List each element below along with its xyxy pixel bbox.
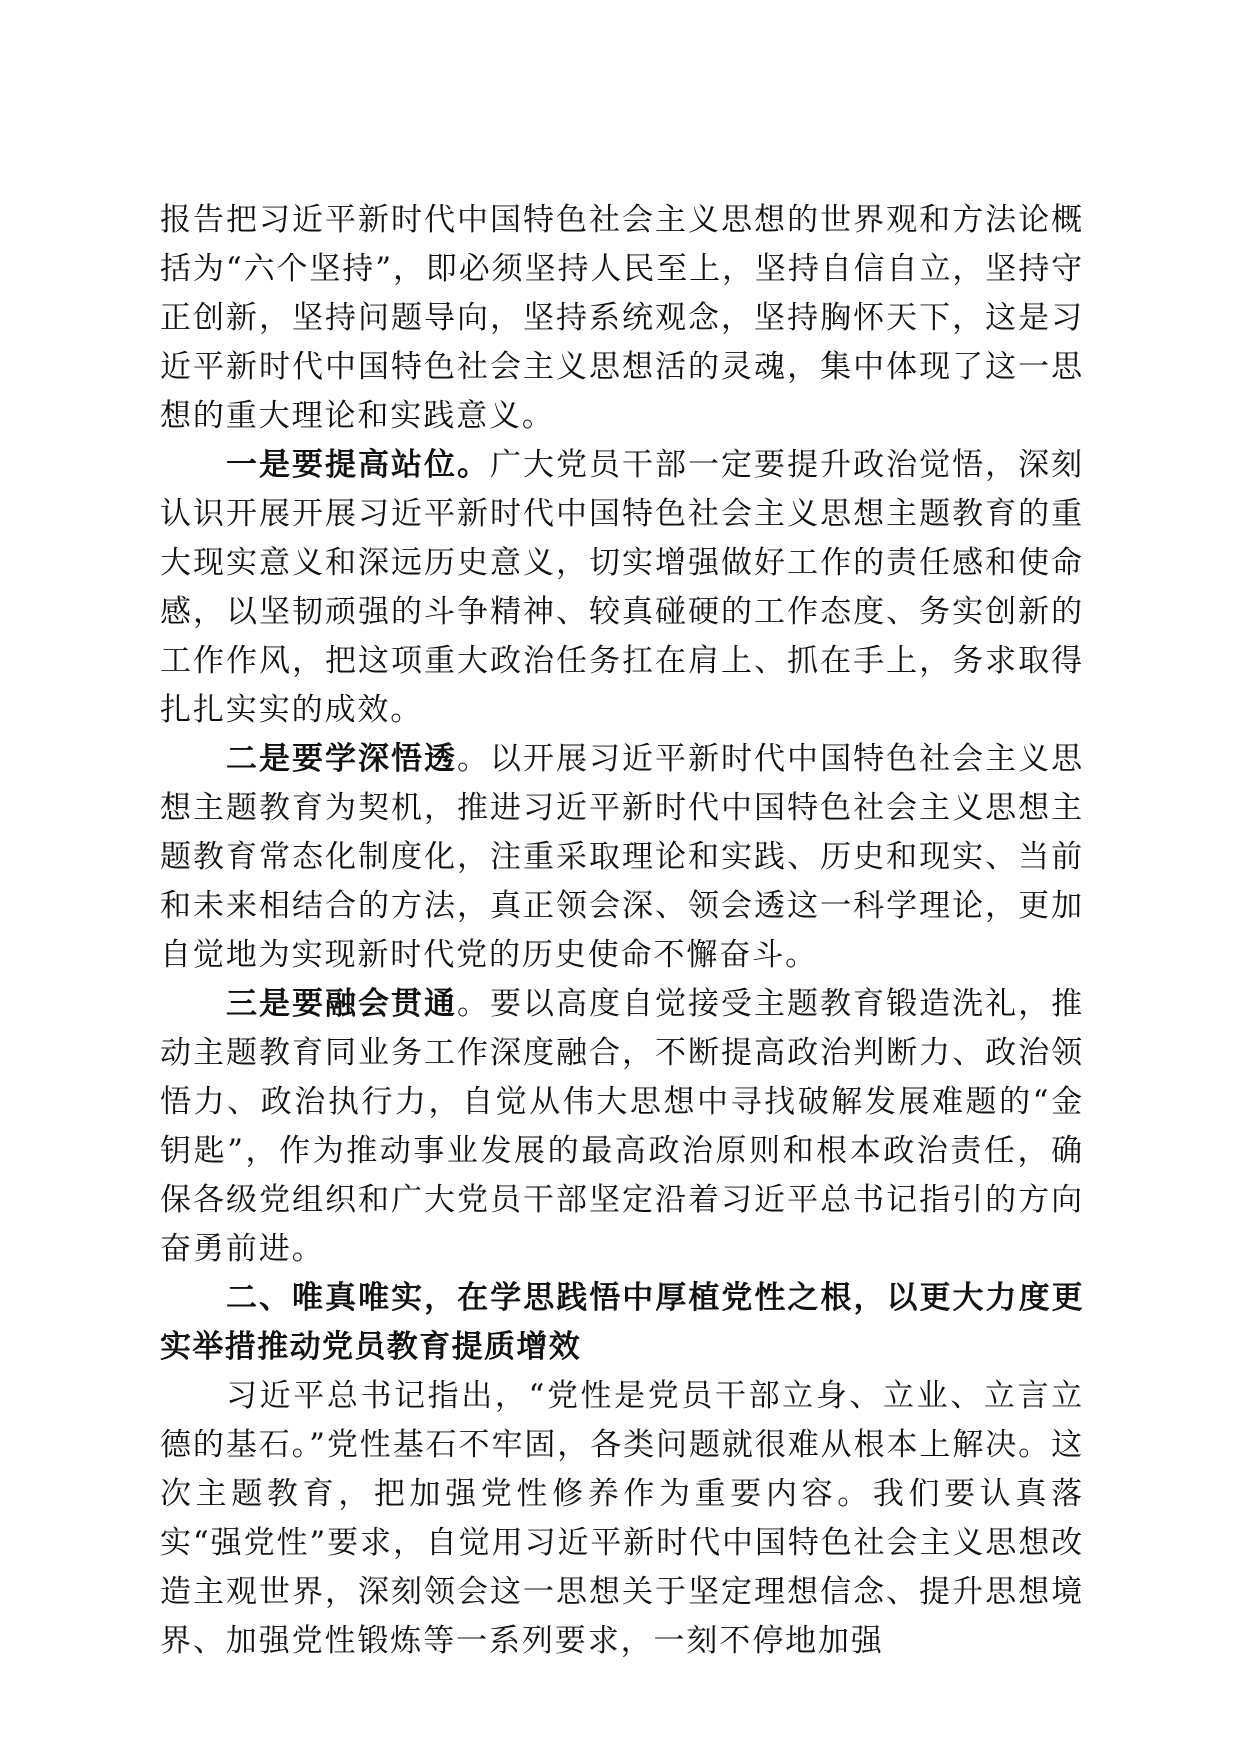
point-three-body: 。要以高度自觉接受主题教育锻造洗礼，推动主题教育同业务工作深度融合，不断提高政治判断力、政治领悟力、政治执行力，自觉从伟大思想中寻找破解发展难题的“金钥匙”，作为推动事业发展的最高政治原则和根本政治责任，确保各级党组织和广大党员干部坚定沿着习近平总书记指引的方向奋勇前进。 bbox=[160, 986, 1084, 1267]
point-one-lead: 一是要提高站位。 bbox=[226, 447, 491, 483]
point-two-body: 。以开展习近平新时代中国特色社会主义思想主题教育为契机，推进习近平新时代中国特色社会主义思想主题教育常态化制度化，注重采取理论和实践、历史和现实、当前和未来相结合的方法，真正领会深、领会透这一科学理论，更加自觉地为实现新时代党的历史使命不懈奋斗。 bbox=[160, 741, 1084, 973]
section-two-heading: 二、唯真唯实，在学思践悟中厚植党性之根，以更大力度更实举措推动党员教育提质增效 bbox=[160, 1280, 1084, 1365]
section-two-body: 习近平总书记指出，“党性是党员干部立身、立业、立言立德的基石。”党性基石不牢固，各类问题就很难从根本上解决。这次主题教育，把加强党性修养作为重要内容。我们要认真落实“强党性”要求，自觉用习近平新时代中国特色社会主义思想改造主观世界，深刻领会这一思想关于坚定理想信念、提升思想境界、加强党性锻炼等一系列要求，一刻不停地加强 bbox=[160, 1378, 1084, 1659]
point-three-paragraph bbox=[160, 980, 1084, 1274]
document-page bbox=[160, 196, 1084, 1666]
point-three-lead: 三是要融会贯通 bbox=[226, 986, 458, 1022]
point-two-paragraph bbox=[160, 735, 1084, 980]
point-one-paragraph bbox=[160, 441, 1084, 735]
intro-paragraph: 报告把习近平新时代中国特色社会主义思想的世界观和方法论概括为“六个坚持”，即必须坚持人民至上，坚持自信自立，坚持守正创新，坚持问题导向，坚持系统观念，坚持胸怀天下，这是习近平新时代中国特色社会主义思想活的灵魂，集中体现了这一思想的重大理论和实践意义。 bbox=[160, 202, 1084, 434]
point-two-lead: 二是要学深悟透 bbox=[226, 741, 458, 777]
point-one-body: 广大党员干部一定要提升政治觉悟，深刻认识开展开展习近平新时代中国特色社会主义思想主题教育的重大现实意义和深远历史意义，切实增强做好工作的责任感和使命感，以坚韧顽强的斗争精神、较真碰硬的工作态度、务实创新的工作作风，把这项重大政治任务扛在肩上、抓在手上，务求取得扎扎实实的成效。 bbox=[160, 447, 1084, 728]
